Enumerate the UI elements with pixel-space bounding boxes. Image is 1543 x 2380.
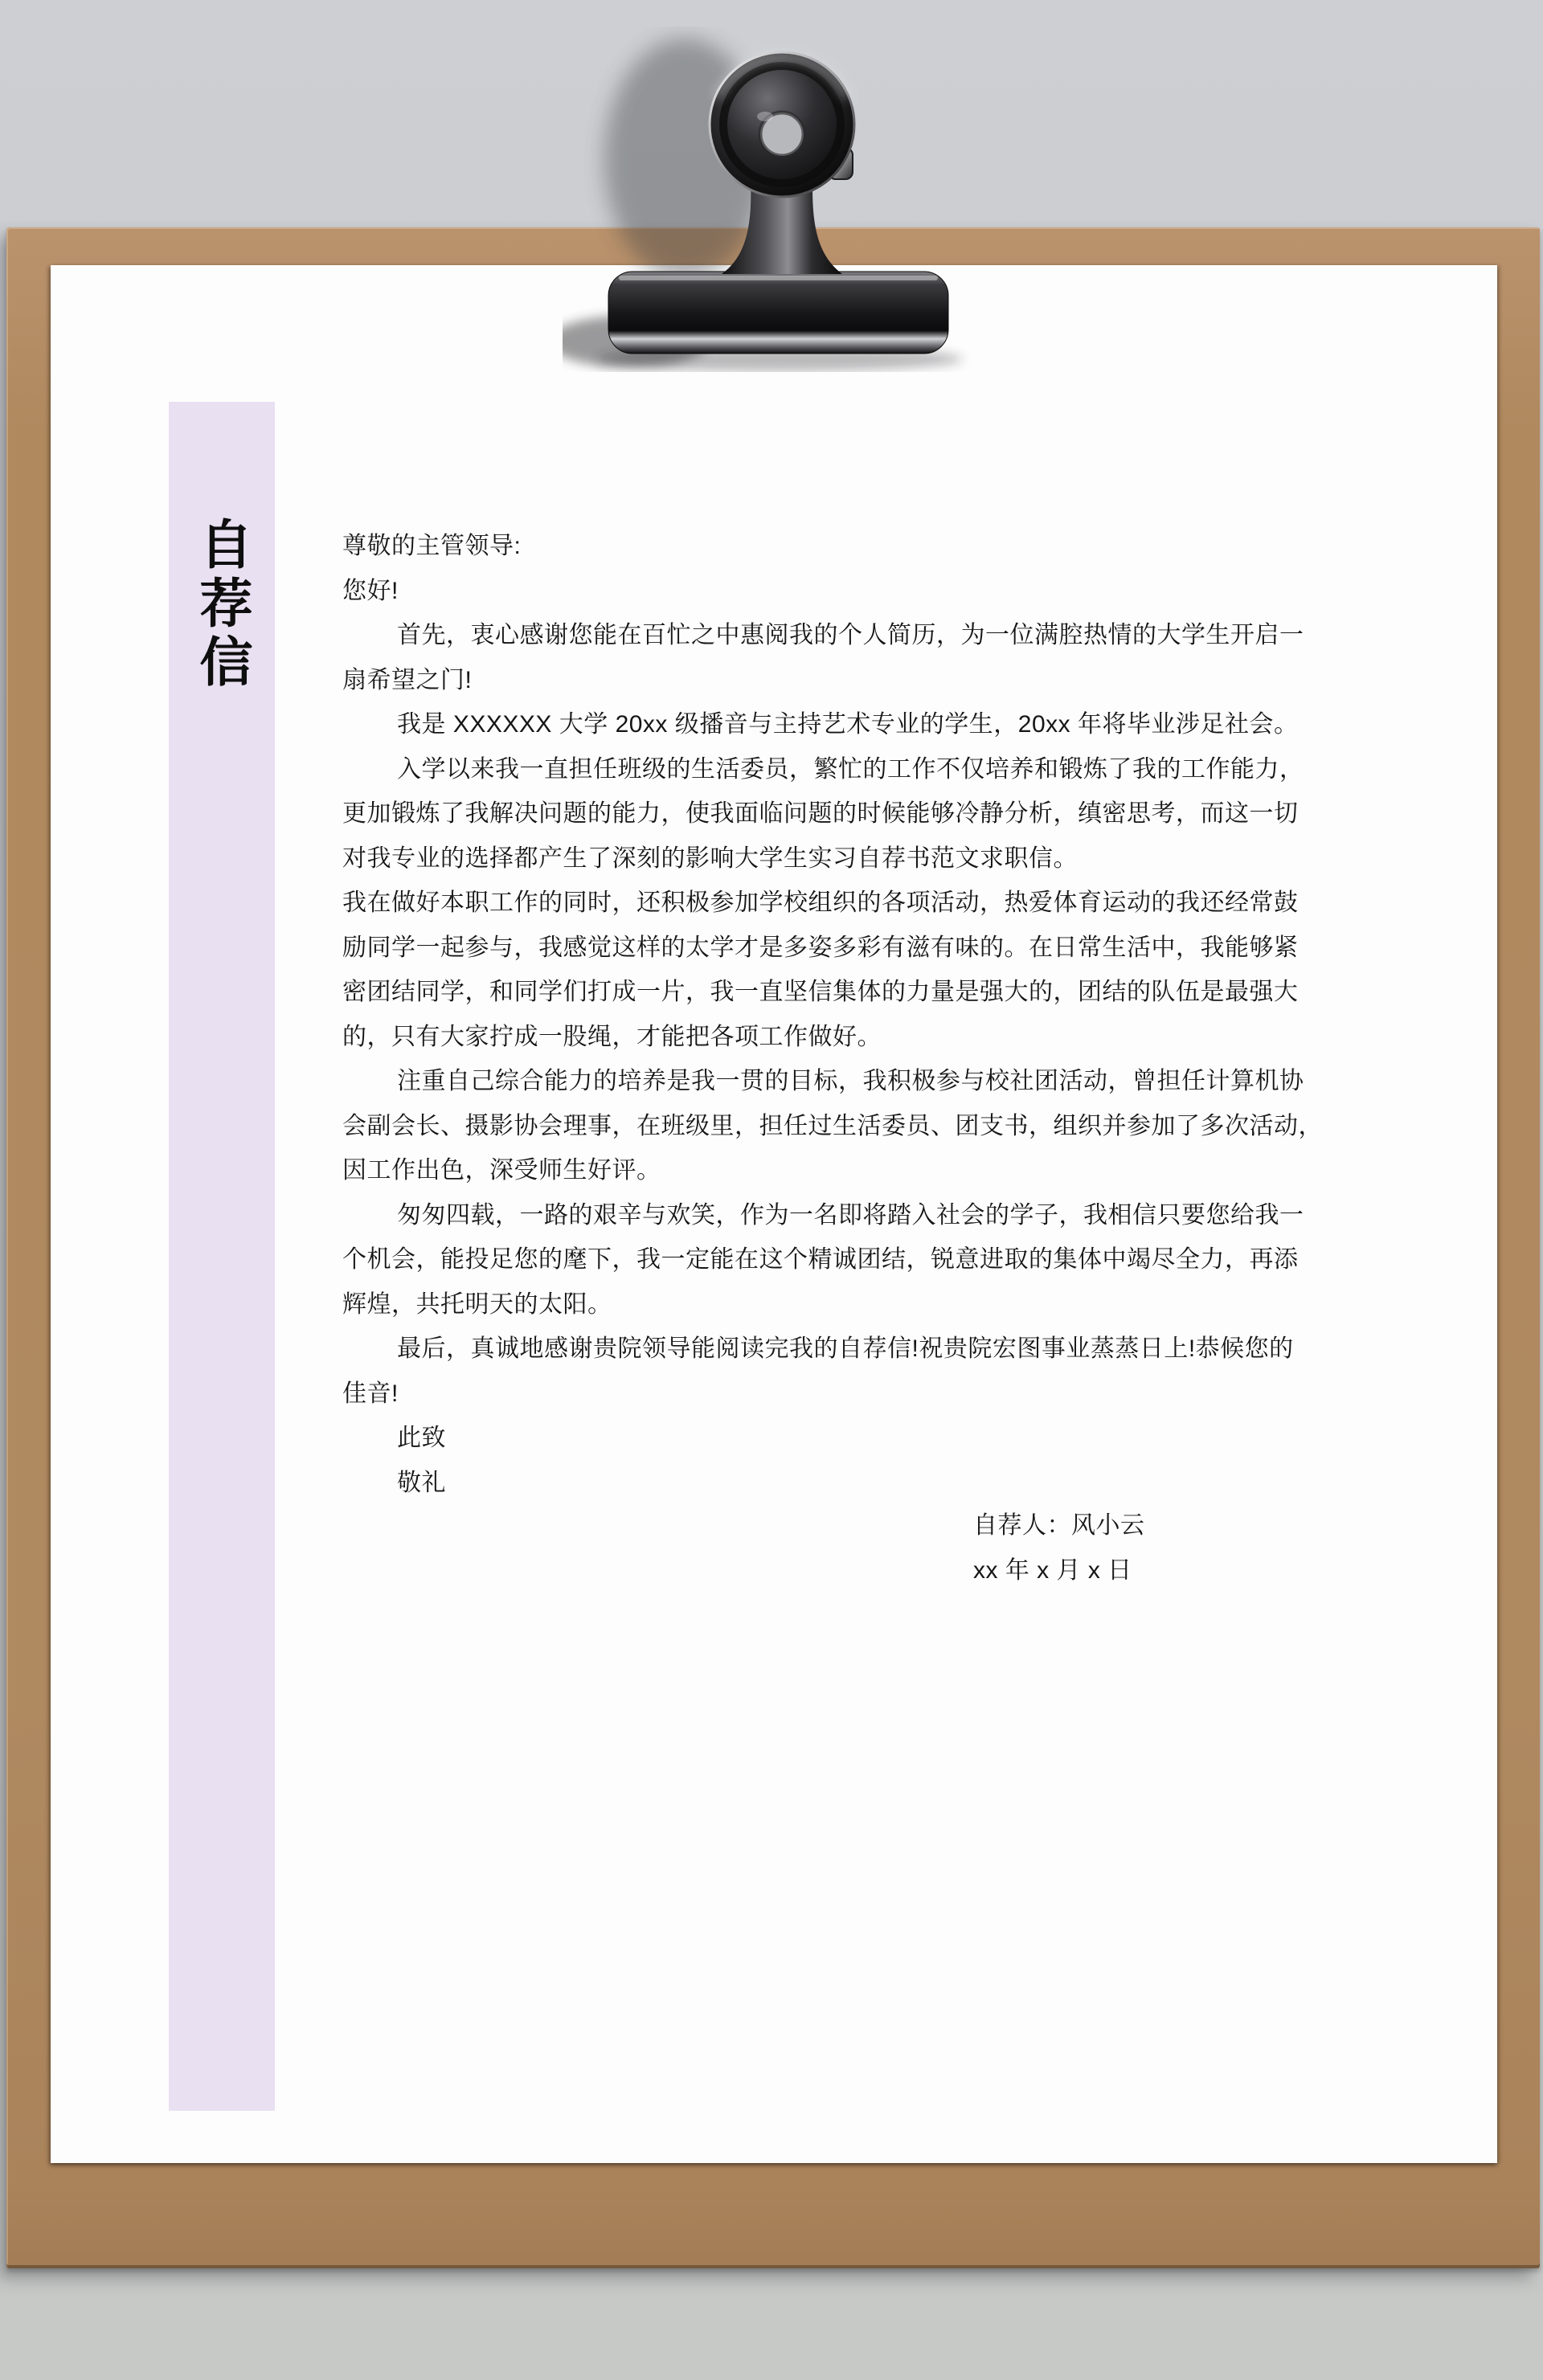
title-accent-bar <box>169 402 275 2111</box>
letter-line: 尊敬的主管领导: <box>342 533 522 559</box>
letter-line: 佳音! <box>342 1380 399 1407</box>
letter-page <box>51 265 1497 2163</box>
signature-name: 自荐人：风小云 <box>973 1512 1145 1539</box>
letter-line: 最后，真诚地感谢贵院领导能阅读完我的自荐信!祝贵院宏图事业蒸蒸日上!恭候您的 <box>397 1335 1294 1362</box>
signature-block <box>973 1503 1145 1593</box>
letter-line: 对我专业的选择都产生了深刻的影响大学生实习自荐书范文求职信。 <box>342 844 1078 872</box>
letter-line: 入学以来我一直担任班级的生活委员，繁忙的工作不仅培养和锻炼了我的工作能力， <box>397 755 1304 783</box>
letter-line: 首先，衷心感谢您能在百忙之中惠阅我的个人简历，为一位满腔热情的大学生开启一 <box>397 622 1304 648</box>
letter-line: 注重自己综合能力的培养是我一贯的目标，我积极参与校社团活动，曾担任计算机协 <box>397 1068 1304 1094</box>
letter-title: 自荐信 <box>192 517 252 693</box>
letter-line: 个机会，能投足您的麾下，我一定能在这个精诚团结，锐意进取的集体中竭尽全力，再添 <box>342 1246 1299 1273</box>
letter-line: 扇希望之门! <box>342 666 473 693</box>
letter-line: 密团结同学，和同学们打成一片，我一直坚信集体的力量是强大的，团结的队伍是最强大 <box>342 979 1299 1005</box>
letter-line: 因工作出色，深受师生好评。 <box>342 1157 661 1184</box>
letter-line: 敬礼 <box>397 1469 446 1496</box>
letter-line: 匆匆四载，一路的艰辛与欢笑，作为一名即将踏入社会的学子，我相信只要您给我一 <box>397 1201 1304 1229</box>
letter-line: 励同学一起参与，我感觉这样的太学才是多姿多彩有滋有味的。在日常生活中，我能够紧 <box>342 934 1299 961</box>
signature-date: xx 年 x 月 x 日 <box>973 1556 1132 1584</box>
letter-line: 您好! <box>342 577 399 604</box>
letter-line: 更加锻炼了我解决问题的能力，使我面临问题的时候能够冷静分析，缜密思考，而这一切 <box>342 800 1299 827</box>
letter-line: 的，只有大家拧成一股绳，才能把各项工作做好。 <box>342 1023 882 1050</box>
binder-clip-icon <box>563 27 980 372</box>
letter-body <box>342 524 1331 1505</box>
letter-line: 辉煌，共托明天的太阳。 <box>342 1290 612 1318</box>
letter-line: 我是 XXXXXX 大学 20xx 级播音与主持艺术专业的学生，20xx 年将毕业涉足社会。 <box>397 711 1299 738</box>
letter-line: 会副会长、摄影协会理事，在班级里，担任过生活委员、团支书，组织并参加了多次活动， <box>342 1112 1323 1139</box>
letter-line: 我在做好本职工作的同时，还积极参加学校组织的各项活动，热爱体育运动的我还经常鼓 <box>342 889 1299 916</box>
letter-line: 此致 <box>397 1425 446 1451</box>
